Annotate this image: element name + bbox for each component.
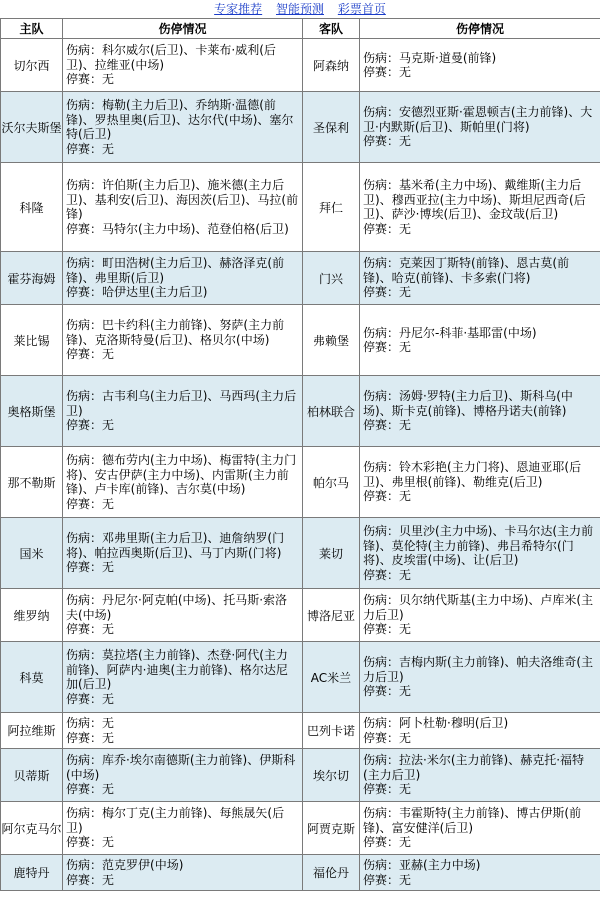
home-suspension-line [66,285,299,300]
home-team-name: 霍芬海姆 [1,252,63,305]
away-suspension-line [363,622,597,637]
away-injury-text: 安德烈亚斯·霍恩顿吉(主力前锋)、大卫·内默斯(后卫)、斯帕里(门将) [363,105,593,134]
table-row [1,252,600,305]
away-injury-text: 汤姆·罗特(主力后卫)、斯科乌(中场)、斯卡克(前锋)、博格丹诺夫(前锋) [363,389,573,418]
injury-label: 伤病 ： [66,318,102,332]
suspension-label: 停赛 ： [363,731,399,745]
away-injury-line [363,858,597,873]
home-suspension-text: 无 [102,782,115,797]
away-suspension-line [363,418,597,433]
home-suspension-line [66,142,299,157]
injury-label: 伤病 ： [363,51,399,65]
suspension-label: 停赛 ： [66,835,102,849]
away-injury-cell [360,447,600,518]
away-injury-cell [360,802,600,855]
away-suspension-text: 无 [399,684,412,699]
home-injury-line [66,858,299,873]
injury-label: 伤病 ： [363,806,399,820]
home-injury-line [66,593,299,622]
away-team-name: 拜仁 [303,163,360,252]
home-suspension-text: 无 [102,730,115,745]
away-injury-text: 基米希(主力中场)、戴维斯(主力后卫)、穆西亚拉(主力中场)、斯坦尼西奇(后卫)、萨沙·博埃(后卫)、金玟哉(后卫) [363,178,586,221]
away-team-name: 阿森纳 [303,39,360,92]
away-injury-line [363,460,597,489]
away-suspension-text: 无 [399,65,412,79]
home-injury-line [66,98,299,142]
away-suspension-line [363,873,597,888]
table-row [1,749,600,802]
home-injury-text: 科尔威尔(后卫)、卡莱布·威利(后卫)、拉维亚(中场) [66,43,276,72]
home-suspension-line [66,222,299,237]
home-suspension-text: 无 [102,872,115,887]
table-row [1,376,600,447]
injury-label: 伤病 ： [363,460,399,474]
home-suspension-text: 无 [102,141,115,156]
injury-label: 伤病 ： [363,256,399,270]
home-suspension-line [66,873,299,888]
away-team-name: 福伦丹 [303,855,360,891]
suspension-label: 停赛 ： [66,285,102,299]
home-injury-line [66,178,299,222]
home-suspension-line [66,782,299,797]
home-suspension-text: 无 [102,835,115,850]
home-team-name: 科莫 [1,642,63,713]
injury-label: 伤病 ： [66,593,102,607]
suspension-label: 停赛 ： [66,222,102,236]
away-injury-text: 吉梅内斯(主力前锋)、帕夫洛维奇(主力后卫) [363,655,594,684]
suspension-label: 停赛 ： [363,340,399,354]
injury-label: 伤病 ： [363,105,399,119]
away-suspension-line [363,340,597,355]
header-away-injury: 伤停情况 [360,19,600,39]
home-suspension-text: 哈伊达里(主力后卫) [102,285,208,300]
suspension-label: 停赛 ： [363,873,399,887]
home-suspension-text: 无 [102,72,115,87]
away-injury-cell [360,749,600,802]
suspension-label: 停赛 ： [66,560,102,574]
suspension-label: 停赛 ： [363,134,399,148]
suspension-label: 停赛 ： [363,489,399,503]
home-injury-line [66,318,299,347]
away-suspension-text: 无 [399,835,412,850]
injury-label: 伤病 ： [66,858,102,872]
home-injury-cell [63,749,303,802]
home-injury-text: 库乔·埃尔南德斯(主力前锋)、伊斯科(中场) [66,753,296,782]
away-team-name: 巴列卡诺 [303,713,360,749]
table-header-row [1,19,600,39]
suspension-label: 停赛 ： [66,731,102,745]
away-injury-text: 克莱因丁斯特(前锋)、恩古莫(前锋)、哈克(前锋)、卡多索(门将) [363,256,570,285]
away-suspension-text: 无 [399,872,412,887]
away-suspension-line [363,835,597,850]
injury-table [0,18,600,891]
away-injury-text: 铃木彩艳(主力门将)、恩迪亚耶(后卫)、弗里根(前锋)、勒维克(后卫) [363,460,582,489]
away-suspension-text: 无 [399,782,412,797]
home-injury-cell [63,713,303,749]
home-suspension-line [66,692,299,707]
home-injury-text: 邓弗里斯(主力后卫)、迪詹纳罗(门将)、帕拉西奥斯(后卫)、马丁内斯(门将) [66,531,285,560]
injury-label: 伤病 ： [66,806,102,820]
suspension-label: 停赛 ： [66,782,102,796]
away-suspension-text: 无 [399,285,412,300]
home-team-name: 那不勒斯 [1,447,63,518]
away-suspension-line [363,684,597,699]
away-injury-cell [360,305,600,376]
away-injury-line [363,326,597,341]
home-suspension-line [66,418,299,433]
home-team-name: 阿尔克马尔 [1,802,63,855]
injury-label: 伤病 ： [363,753,399,767]
home-injury-text: 德布劳内(主力中场)、梅雷特(主力门将)、安古伊萨(主力中场)、内雷斯(主力前锋)、卢卡库(前锋)、吉尔莫(中场) [66,453,297,496]
away-suspension-text: 无 [399,622,412,637]
home-injury-text: 巴卡约科(主力前锋)、努萨(主力前锋)、克洛斯特曼(后卫)、格贝尔(中场) [66,318,285,347]
away-injury-line [363,178,597,222]
injury-label: 伤病 ： [66,648,102,662]
table-row [1,518,600,589]
away-injury-line [363,51,597,66]
home-injury-cell [63,252,303,305]
home-team-name: 贝蒂斯 [1,749,63,802]
away-team-name: 莱切 [303,518,360,589]
away-suspension-text: 无 [399,221,412,236]
home-suspension-text: 马特尔(主力中场)、范登伯格(后卫) [102,221,289,236]
away-suspension-text: 无 [399,730,412,745]
home-suspension-line [66,497,299,512]
home-injury-line [66,453,299,497]
injury-label: 伤病 ： [66,256,102,270]
injury-label: 伤病 ： [66,531,102,545]
home-injury-text: 莫拉塔(主力前锋)、杰登·阿代(主力前锋)、阿萨内·迪奥(主力前锋)、格尔达尼加(后卫) [66,648,288,691]
home-injury-line [66,256,299,285]
suspension-label: 停赛 ： [66,347,102,361]
home-injury-line [66,389,299,418]
home-injury-cell [63,376,303,447]
away-injury-cell [360,39,600,92]
home-suspension-text: 无 [102,691,115,706]
away-team-name: 阿贾克斯 [303,802,360,855]
away-injury-cell [360,589,600,642]
away-suspension-line [363,222,597,237]
suspension-label: 停赛 ： [363,285,399,299]
header-away-team: 客队 [303,19,360,39]
away-injury-cell [360,518,600,589]
nav-link-expert[interactable]: 专家推荐 [214,2,263,16]
injury-label: 伤病 ： [66,389,102,403]
away-team-name: 弗赖堡 [303,305,360,376]
injury-label: 伤病 ： [66,753,102,767]
table-row [1,802,600,855]
home-team-name: 莱比锡 [1,305,63,376]
away-injury-cell [360,163,600,252]
suspension-label: 停赛 ： [363,835,399,849]
away-suspension-line [363,568,597,583]
table-row [1,92,600,163]
away-suspension-line [363,134,597,149]
away-suspension-line [363,489,597,504]
table-row [1,855,600,891]
away-team-name: 帕尔马 [303,447,360,518]
home-team-name: 奥格斯堡 [1,376,63,447]
home-suspension-line [66,560,299,575]
suspension-label: 停赛 ： [66,873,102,887]
away-injury-line [363,806,597,835]
away-injury-line [363,593,597,622]
away-injury-line [363,105,597,134]
home-suspension-text: 无 [102,622,115,637]
home-injury-cell [63,305,303,376]
injury-label: 伤病 ： [363,178,399,192]
away-suspension-text: 无 [399,340,412,354]
table-row [1,163,600,252]
away-team-name: 埃尔切 [303,749,360,802]
away-suspension-line [363,65,597,80]
home-team-name: 科隆 [1,163,63,252]
home-suspension-text: 无 [102,496,115,511]
injury-label: 伤病 ： [66,716,102,730]
home-suspension-text: 无 [102,418,115,433]
home-injury-text: 范克罗伊(中场) [102,858,184,872]
injury-label: 伤病 ： [363,326,399,340]
away-injury-line [363,389,597,418]
table-row [1,305,600,376]
injury-label: 伤病 ： [363,655,399,669]
home-injury-text: 无 [102,716,115,730]
table-row [1,713,600,749]
home-suspension-text: 无 [102,560,115,575]
header-home-team: 主队 [1,19,63,39]
home-team-name: 沃尔夫斯堡 [1,92,63,163]
away-injury-line [363,753,597,782]
away-team-name: AC米兰 [303,642,360,713]
top-nav [0,0,600,18]
table-row [1,39,600,92]
home-injury-line [66,753,299,782]
away-injury-cell [360,855,600,891]
home-injury-text: 古韦利乌(主力后卫)、马西玛(主力后卫) [66,389,297,418]
home-suspension-line [66,347,299,362]
away-injury-cell [360,252,600,305]
home-injury-text: 町田浩树(主力后卫)、赫洛泽克(前锋)、弗里斯(后卫) [66,256,285,285]
away-suspension-text: 无 [399,418,412,433]
home-injury-text: 丹尼尔·阿克帕(中场)、托马斯·索洛夫(中场) [66,593,288,622]
injury-label: 伤病 ： [66,43,102,57]
home-suspension-line [66,622,299,637]
suspension-label: 停赛 ： [66,622,102,636]
home-team-name: 阿拉维斯 [1,713,63,749]
away-injury-text: 拉法·米尔(主力前锋)、赫克托·福特(主力后卫) [363,753,585,782]
nav-link-prediction[interactable]: 智能预测 [275,2,324,16]
home-injury-text: 梅尔丁克(主力前锋)、每熊晟矢(后卫) [66,806,285,835]
suspension-label: 停赛 ： [363,65,399,79]
suspension-label: 停赛 ： [66,497,102,511]
away-suspension-line [363,731,597,746]
home-injury-line [66,806,299,835]
home-team-name: 切尔西 [1,39,63,92]
home-suspension-line [66,731,299,746]
suspension-label: 停赛 ： [363,622,399,636]
home-suspension-line [66,72,299,87]
away-injury-text: 韦霍斯特(主力前锋)、博古伊斯(前锋)、富安健洋(后卫) [363,806,582,835]
home-injury-cell [63,589,303,642]
injury-label: 伤病 ： [363,716,399,730]
home-injury-text: 梅勒(主力后卫)、乔纳斯·温德(前锋)、罗热里奥(后卫)、达尔代(中场)、塞尔特(后卫) [66,98,294,141]
table-row [1,589,600,642]
suspension-label: 停赛 ： [66,418,102,432]
away-team-name: 门兴 [303,252,360,305]
away-injury-cell [360,642,600,713]
injury-label: 伤病 ： [66,178,102,192]
home-injury-line [66,43,299,72]
injury-label: 伤病 ： [363,524,399,538]
away-suspension-text: 无 [399,489,412,504]
home-suspension-text: 无 [102,347,115,362]
away-suspension-line [363,782,597,797]
home-injury-cell [63,163,303,252]
home-injury-cell [63,855,303,891]
injury-label: 伤病 ： [363,389,399,403]
home-team-name: 鹿特丹 [1,855,63,891]
home-injury-cell [63,92,303,163]
home-injury-cell [63,642,303,713]
away-injury-line [363,524,597,568]
suspension-label: 停赛 ： [363,782,399,796]
home-team-name: 国米 [1,518,63,589]
away-suspension-text: 无 [399,567,412,582]
away-suspension-line [363,285,597,300]
suspension-label: 停赛 ： [66,72,102,86]
home-injury-cell [63,39,303,92]
away-suspension-text: 无 [399,134,412,149]
away-injury-line [363,256,597,285]
away-injury-text: 阿卜杜勒·穆明(后卫) [399,716,509,730]
home-injury-cell [63,802,303,855]
home-injury-line [66,531,299,560]
away-team-name: 圣保利 [303,92,360,163]
injury-label: 伤病 ： [66,98,102,112]
suspension-label: 停赛 ： [66,692,102,706]
away-injury-text: 马克斯·道曼(前锋) [399,50,497,65]
away-injury-line [363,655,597,684]
away-injury-cell [360,92,600,163]
suspension-label: 停赛 ： [363,418,399,432]
home-suspension-line [66,835,299,850]
home-injury-line [66,648,299,692]
suspension-label: 停赛 ： [363,222,399,236]
away-injury-cell [360,713,600,749]
home-injury-cell [63,518,303,589]
away-injury-text: 贝尔纳代斯基(主力中场)、卢库米(主力后卫) [363,593,594,622]
injury-label: 伤病 ： [363,858,399,872]
away-injury-text: 贝里沙(主力中场)、卡马尔达(主力前锋)、莫伦特(主力前锋)、弗吕希特尔(门将)、皮埃雷(中场)、让(后卫) [363,524,594,567]
injury-label: 伤病 ： [363,593,399,607]
home-injury-text: 许伯斯(主力后卫)、施米德(主力后卫)、基利安(后卫)、海因茨(后卫)、马拉(前锋) [66,178,299,221]
table-row [1,447,600,518]
suspension-label: 停赛 ： [363,684,399,698]
nav-link-lottery-home[interactable]: 彩票首页 [337,2,386,16]
injury-label: 伤病 ： [66,453,102,467]
away-injury-text: 亚赫(主力中场) [399,858,481,872]
suspension-label: 停赛 ： [66,142,102,156]
home-team-name: 维罗纳 [1,589,63,642]
home-injury-cell [63,447,303,518]
suspension-label: 停赛 ： [363,568,399,582]
away-injury-text: 丹尼尔-科菲·基耶雷(中场) [399,325,537,340]
header-home-injury: 伤停情况 [63,19,303,39]
away-team-name: 博洛尼亚 [303,589,360,642]
away-team-name: 柏林联合 [303,376,360,447]
table-body [1,39,600,891]
table-row [1,642,600,713]
away-injury-line [363,716,597,731]
home-injury-line [66,716,299,731]
away-injury-cell [360,376,600,447]
